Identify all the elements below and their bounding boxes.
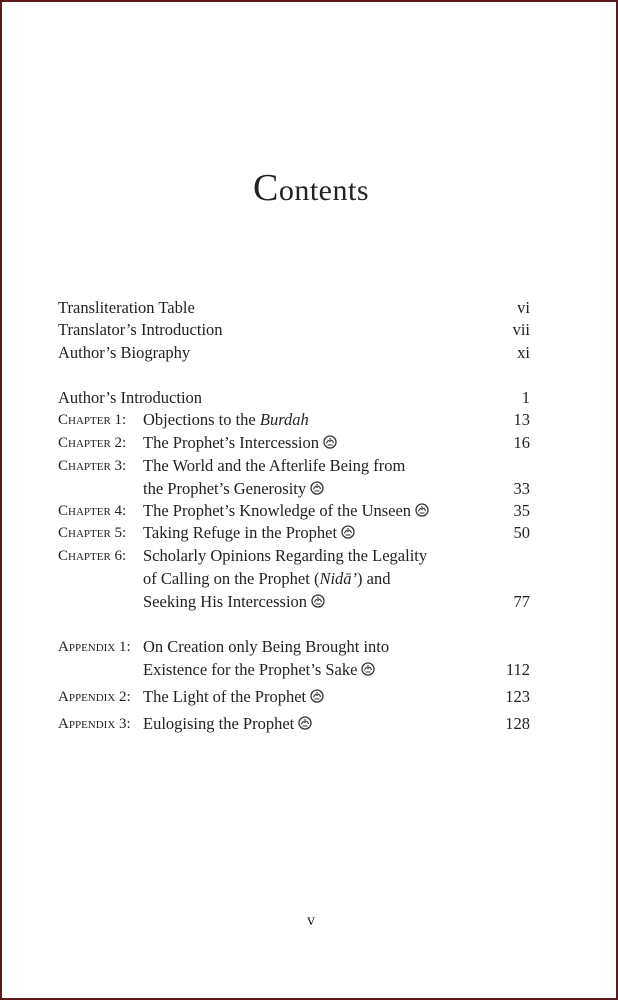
toc-entry-title: The Light of the Prophet bbox=[143, 686, 324, 708]
toc-entry-appendix-1[interactable] bbox=[58, 636, 530, 658]
toc-entry-chapter-2[interactable] bbox=[58, 432, 530, 454]
toc-entry-chapter-1[interactable] bbox=[58, 409, 530, 431]
toc-entry-page: 33 bbox=[513, 479, 530, 498]
appendix-label: Appendix 3: bbox=[58, 716, 131, 732]
toc-entry-chapter-6-cont-2[interactable] bbox=[58, 591, 530, 613]
toc-entry-title-line-1: The World and the Afterlife Being from bbox=[143, 456, 406, 475]
toc-entry-page: 50 bbox=[513, 523, 530, 542]
chapter-label: Chapter 3: bbox=[58, 458, 127, 474]
toc-entry-title: Eulogising the Prophet bbox=[143, 713, 312, 735]
page-title bbox=[2, 166, 618, 210]
toc-entry-title-line-2: Existence for the Prophet’s Sake bbox=[143, 659, 375, 681]
toc-entry-page: 112 bbox=[505, 660, 530, 679]
page-folio: v bbox=[307, 912, 315, 929]
toc-entry-title-line-3: Seeking His Intercession bbox=[143, 591, 325, 613]
toc-entry-chapter-4[interactable] bbox=[58, 500, 530, 522]
toc-entry-appendix-3[interactable] bbox=[58, 713, 530, 735]
toc-entry-title: Author’s Introduction bbox=[58, 388, 203, 407]
toc-entry-chapter-6-cont[interactable] bbox=[58, 568, 530, 590]
toc-entry-translator-intro[interactable] bbox=[58, 319, 530, 341]
toc-entry-title: Taking Refuge in the Prophet bbox=[143, 522, 355, 544]
honorific-calligraphy-icon bbox=[361, 662, 375, 676]
chapter-label: Chapter 1: bbox=[58, 412, 127, 428]
toc-entry-title: Transliteration Table bbox=[58, 298, 195, 317]
toc-entry-title-line-2: of Calling on the Prophet (Nidā’) and bbox=[143, 569, 391, 588]
honorific-calligraphy-icon bbox=[298, 716, 312, 730]
toc-entry-page: 35 bbox=[513, 501, 530, 520]
toc-entry-title-line-1: On Creation only Being Brought into bbox=[143, 637, 390, 656]
toc-entry-page: vii bbox=[512, 320, 530, 339]
toc-entry-title-line-2: the Prophet’s Generosity bbox=[143, 478, 324, 500]
toc-entry-title: The Prophet’s Intercession bbox=[143, 432, 337, 454]
toc-entry-chapter-6[interactable] bbox=[58, 545, 530, 567]
toc-entry-biography[interactable] bbox=[58, 342, 530, 364]
toc-entry-page: 16 bbox=[513, 433, 530, 452]
honorific-calligraphy-icon bbox=[323, 435, 337, 449]
toc-entry-page: 1 bbox=[521, 388, 530, 407]
toc-entry-page: 123 bbox=[505, 687, 530, 706]
title-initial: C bbox=[252, 167, 279, 209]
toc-entry-page: 77 bbox=[513, 592, 530, 611]
toc-entry-chapter-5[interactable] bbox=[58, 522, 530, 544]
honorific-calligraphy-icon bbox=[310, 689, 324, 703]
toc-entry-title: Translator’s Introduction bbox=[58, 320, 223, 339]
honorific-calligraphy-icon bbox=[311, 594, 325, 608]
toc-entry-transliteration[interactable] bbox=[58, 297, 530, 319]
toc-entry-appendix-1-cont[interactable] bbox=[58, 659, 530, 681]
chapter-label: Chapter 4: bbox=[58, 503, 127, 519]
toc-entry-title-line-1: Scholarly Opinions Regarding the Legality bbox=[143, 546, 428, 565]
honorific-calligraphy-icon bbox=[415, 503, 429, 517]
toc-entry-title: Objections to the Burdah bbox=[143, 410, 309, 429]
toc-entry-chapter-3[interactable] bbox=[58, 455, 530, 477]
toc-entry-author-intro[interactable] bbox=[58, 387, 530, 409]
toc-entry-title: Author’s Biography bbox=[58, 343, 191, 362]
toc-entry-page: vi bbox=[517, 298, 530, 317]
toc-entry-page: 128 bbox=[505, 714, 530, 733]
appendix-label: Appendix 1: bbox=[58, 639, 131, 655]
honorific-calligraphy-icon bbox=[341, 525, 355, 539]
chapter-label: Chapter 5: bbox=[58, 525, 127, 541]
honorific-calligraphy-icon bbox=[310, 481, 324, 495]
toc-entry-appendix-2[interactable] bbox=[58, 686, 530, 708]
toc-entry-title: The Prophet’s Knowledge of the Unseen bbox=[143, 500, 429, 522]
toc-entry-chapter-3-cont[interactable] bbox=[58, 478, 530, 500]
toc-entry-page: 13 bbox=[513, 410, 530, 429]
chapter-label: Chapter 2: bbox=[58, 435, 127, 451]
chapter-label: Chapter 6: bbox=[58, 548, 127, 564]
title-rest: ontents bbox=[278, 174, 370, 207]
appendix-label: Appendix 2: bbox=[58, 689, 131, 705]
toc-entry-page: xi bbox=[517, 343, 530, 362]
